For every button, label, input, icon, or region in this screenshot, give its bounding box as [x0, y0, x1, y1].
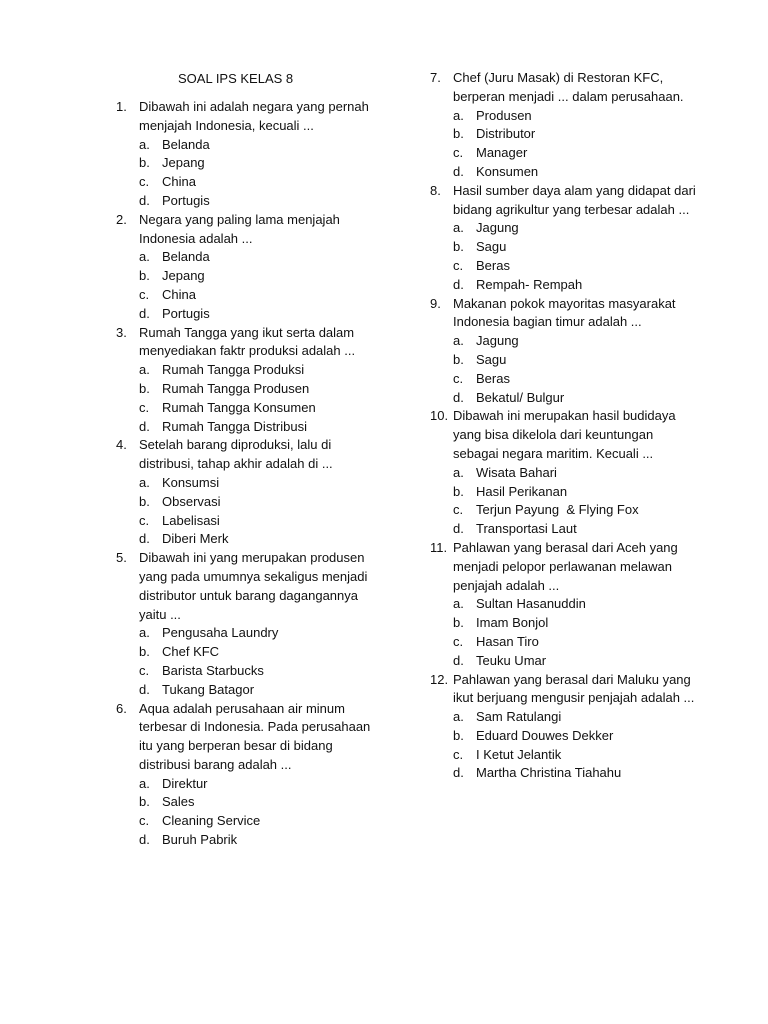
option-text: Belanda	[162, 249, 210, 265]
answer-option	[139, 399, 386, 418]
question-12	[430, 671, 700, 784]
answer-option	[453, 483, 700, 502]
answer-option	[139, 248, 386, 267]
option-text: Tukang Batagor	[162, 681, 255, 697]
question-number: 5.	[116, 550, 127, 566]
option-text: Portugis	[162, 192, 210, 208]
answer-option	[453, 614, 700, 633]
option-text: Sagu	[476, 351, 507, 367]
question-text: Aqua adalah perusahaan air minum terbesar di Indonesia. Pada perusahaan itu yang berperan besar di bidang distribusi barang adalah ...	[139, 700, 371, 772]
answer-option	[139, 662, 386, 681]
answer-option	[139, 831, 386, 850]
option-letter: b.	[139, 155, 150, 171]
question-number: 6.	[116, 700, 127, 716]
answer-option	[139, 267, 386, 286]
question-text: Pahlawan yang berasal dari Aceh yang menjadi pelopor perlawanan melawan penjajah adalah ...	[453, 539, 678, 593]
answer-options	[116, 136, 386, 211]
option-letter: b.	[139, 493, 150, 509]
answer-option	[453, 107, 700, 126]
question-number: 2.	[116, 211, 127, 227]
option-text: Imam Bonjol	[476, 615, 549, 631]
answer-option	[453, 125, 700, 144]
question-1	[116, 98, 386, 211]
option-letter: b.	[139, 380, 150, 396]
answer-option	[453, 520, 700, 539]
option-letter: d.	[139, 832, 150, 848]
answer-option	[139, 286, 386, 305]
option-letter: d.	[453, 389, 464, 405]
answer-option	[139, 192, 386, 211]
answer-option	[453, 652, 700, 671]
option-letter: d.	[139, 681, 150, 697]
question-7	[430, 69, 700, 182]
option-text: Konsumsi	[162, 474, 220, 490]
answer-option	[139, 305, 386, 324]
question-8	[430, 182, 700, 295]
option-text: China	[162, 174, 196, 190]
option-text: Jagung	[476, 333, 519, 349]
answer-option	[139, 136, 386, 155]
option-text: Sultan Hasanuddin	[476, 596, 586, 612]
answer-options	[430, 464, 700, 539]
answer-option	[139, 493, 386, 512]
option-letter: a.	[453, 709, 464, 725]
option-letter: d.	[453, 276, 464, 292]
option-text: Hasan Tiro	[476, 633, 539, 649]
answer-option	[139, 173, 386, 192]
option-text: Sales	[162, 794, 195, 810]
option-letter: a.	[139, 474, 150, 490]
option-text: Teuku Umar	[476, 652, 547, 668]
option-letter: c.	[453, 746, 464, 762]
option-text: Buruh Pabrik	[162, 832, 238, 848]
document-title: SOAL IPS KELAS 8	[178, 71, 294, 86]
answer-options	[430, 332, 700, 407]
answer-option	[453, 464, 700, 483]
option-letter: a.	[453, 333, 464, 349]
question-text: Rumah Tangga yang ikut serta dalam menyediakan faktr produksi adalah ...	[139, 324, 356, 359]
answer-option	[139, 681, 386, 700]
option-text: Diberi Merk	[162, 531, 229, 547]
option-letter: a.	[453, 107, 464, 123]
option-text: Labelisasi	[162, 512, 220, 528]
answer-option	[139, 380, 386, 399]
question-number: 7.	[430, 70, 441, 85]
option-letter: d.	[139, 418, 150, 434]
option-letter: c.	[139, 174, 150, 190]
option-text: Rumah Tangga Produsen	[162, 380, 310, 396]
option-letter: a.	[453, 596, 464, 612]
answer-option	[453, 501, 700, 520]
option-text: Rumah Tangga Distribusi	[162, 418, 307, 434]
answer-option	[453, 389, 700, 408]
left-column	[116, 69, 386, 850]
option-letter: a.	[139, 625, 150, 641]
option-letter: b.	[139, 794, 150, 810]
option-letter: c.	[453, 257, 464, 273]
question-number: 8.	[430, 182, 441, 198]
question-text: Setelah barang diproduksi, lalu di distribusi, tahap akhir adalah di ...	[139, 437, 333, 472]
option-letter: c.	[453, 370, 464, 386]
question-number: 11.	[430, 539, 448, 555]
answer-option	[139, 418, 386, 437]
question-4	[116, 436, 386, 549]
option-text: Terjun Payung & Flying Fox	[476, 502, 639, 518]
option-letter: d.	[453, 163, 464, 179]
option-text: Produsen	[476, 107, 532, 123]
answer-option	[139, 624, 386, 643]
answer-option	[139, 643, 386, 662]
answer-options	[430, 107, 700, 182]
option-letter: b.	[453, 239, 464, 255]
answer-option	[139, 530, 386, 549]
option-letter: b.	[453, 351, 464, 367]
question-text: Chef (Juru Masak) di Restoran KFC, berperan menjadi ... dalam perusahaan.	[453, 70, 684, 104]
option-text: Jepang	[162, 268, 205, 284]
answer-option	[453, 727, 700, 746]
option-text: Belanda	[162, 136, 210, 152]
option-text: Sam Ratulangi	[476, 709, 562, 725]
option-text: Rempah- Rempah	[476, 276, 583, 292]
answer-option	[139, 474, 386, 493]
question-number: 4.	[116, 437, 127, 453]
option-letter: a.	[139, 136, 150, 152]
option-letter: c.	[453, 145, 464, 161]
question-text: Dibawah ini merupakan hasil budidaya yang bisa dikelola dari keuntungan sebagai negara maritim. Kecuali ...	[453, 408, 676, 461]
answer-option	[453, 276, 700, 295]
option-letter: c.	[139, 286, 150, 302]
option-text: I Ketut Jelantik	[476, 746, 562, 762]
question-number: 12.	[430, 671, 449, 687]
answer-option	[139, 793, 386, 812]
answer-option	[453, 144, 700, 163]
option-letter: a.	[139, 775, 150, 791]
question-11	[430, 539, 700, 671]
answer-option	[453, 746, 700, 765]
option-text: Cleaning Service	[162, 813, 261, 829]
option-letter: c.	[139, 662, 150, 678]
option-letter: c.	[139, 813, 150, 829]
option-text: Beras	[476, 370, 510, 386]
option-text: Observasi	[162, 493, 221, 509]
option-text: Chef KFC	[162, 644, 220, 660]
option-text: Konsumen	[476, 163, 539, 179]
option-letter: a.	[453, 464, 464, 480]
answer-option	[453, 708, 700, 727]
option-text: Direktur	[162, 775, 208, 791]
answer-options	[116, 248, 386, 323]
option-text: Pengusaha Laundry	[162, 625, 279, 641]
option-letter: b.	[139, 268, 150, 284]
option-letter: d.	[453, 521, 464, 537]
option-text: Jepang	[162, 155, 205, 171]
option-letter: d.	[139, 531, 150, 547]
answer-option	[453, 351, 700, 370]
option-letter: c.	[139, 512, 150, 528]
option-letter: a.	[139, 362, 150, 378]
question-text: Pahlawan yang berasal dari Maluku yang ikut berjuang mengusir penjajah adalah ...	[453, 671, 695, 706]
option-text: China	[162, 286, 196, 302]
question-6	[116, 700, 386, 850]
question-number: 1.	[116, 99, 127, 114]
answer-option	[453, 595, 700, 614]
option-text: Transportasi Laut	[476, 521, 577, 537]
answer-option	[139, 775, 386, 794]
option-text: Bekatul/ Bulgur	[476, 389, 565, 405]
option-text: Sagu	[476, 239, 507, 255]
option-letter: b.	[453, 483, 464, 499]
answer-option	[453, 163, 700, 182]
question-10	[430, 407, 700, 539]
option-text: Jagung	[476, 220, 519, 236]
option-letter: d.	[139, 305, 150, 321]
answer-options	[116, 624, 386, 699]
option-text: Beras	[476, 257, 510, 273]
option-text: Martha Christina Tiahahu	[476, 765, 622, 781]
question-5	[116, 549, 386, 699]
option-text: Barista Starbucks	[162, 662, 264, 678]
option-text: Manager	[476, 145, 528, 161]
option-text: Eduard Douwes Dekker	[476, 727, 614, 743]
answer-options	[430, 595, 700, 670]
option-letter: d.	[453, 765, 464, 781]
question-number: 3.	[116, 324, 127, 340]
answer-options	[116, 361, 386, 436]
right-column	[430, 69, 700, 783]
answer-option	[453, 219, 700, 238]
question-text: Hasil sumber daya alam yang didapat dari bidang agrikultur yang terbesar adalah ...	[453, 182, 696, 217]
option-letter: b.	[453, 615, 464, 631]
option-text: Rumah Tangga Produksi	[162, 362, 305, 378]
option-letter: b.	[453, 727, 464, 743]
question-number: 9.	[430, 295, 441, 311]
answer-option	[453, 633, 700, 652]
option-letter: a.	[453, 220, 464, 236]
question-text: Makanan pokok mayoritas masyarakat Indonesia bagian timur adalah ...	[453, 295, 676, 330]
option-text: Rumah Tangga Konsumen	[162, 399, 316, 415]
answer-option	[453, 257, 700, 276]
answer-options	[430, 708, 700, 783]
answer-option	[139, 154, 386, 173]
option-text: Distributor	[476, 126, 536, 142]
option-letter: c.	[453, 633, 464, 649]
question-text: Dibawah ini adalah negara yang pernah menjajah Indonesia, kecuali ...	[139, 99, 369, 133]
question-3	[116, 324, 386, 437]
option-text: Hasil Perikanan	[476, 483, 568, 499]
answer-options	[116, 775, 386, 850]
answer-option	[453, 332, 700, 351]
option-letter: c.	[453, 502, 464, 518]
question-2	[116, 211, 386, 324]
option-letter: d.	[139, 192, 150, 208]
answer-option	[139, 512, 386, 531]
answer-option	[139, 361, 386, 380]
question-9	[430, 295, 700, 408]
option-letter: d.	[453, 652, 464, 668]
question-number: 10.	[430, 408, 449, 424]
question-text: Dibawah ini yang merupakan produsen yang pada umumnya sekaligus menjadi distributor untuk barang dagangannya yaitu ...	[139, 550, 368, 622]
answer-options	[116, 474, 386, 549]
answer-options	[430, 219, 700, 294]
option-text: Portugis	[162, 305, 210, 321]
option-letter: b.	[139, 644, 150, 660]
answer-option	[453, 370, 700, 389]
answer-option	[139, 812, 386, 831]
option-letter: b.	[453, 126, 464, 142]
option-text: Wisata Bahari	[476, 464, 557, 480]
option-letter: c.	[139, 399, 150, 415]
question-text: Negara yang paling lama menjajah Indonesia adalah ...	[139, 211, 340, 246]
answer-option	[453, 764, 700, 783]
option-letter: a.	[139, 249, 150, 265]
answer-option	[453, 238, 700, 257]
